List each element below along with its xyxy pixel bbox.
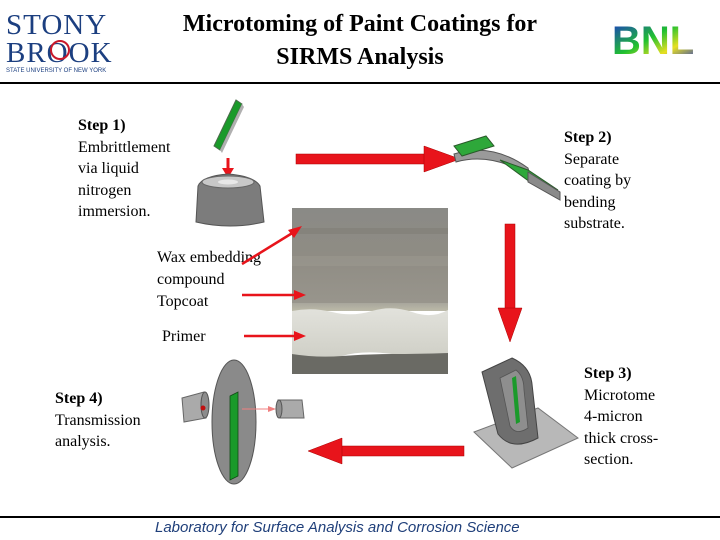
- step2-heading: Step 2): [564, 129, 612, 146]
- step3-illustration: [472, 356, 582, 470]
- liquid-surface: [218, 180, 238, 185]
- step2-line: substrate.: [564, 215, 625, 232]
- step1-heading: Step 1): [78, 117, 126, 134]
- step1-illustration: [192, 96, 272, 236]
- title-line-1: Microtoming of Paint Coatings for: [182, 11, 538, 37]
- topcoat-pointer-head: [294, 290, 306, 300]
- primer-layer: [292, 308, 448, 358]
- wax-label-line: compound: [157, 270, 225, 288]
- arrow-step2-to-step3: [496, 222, 524, 344]
- topcoat-label: Topcoat: [157, 293, 209, 310]
- cross-section-micrograph: [292, 208, 448, 374]
- wax-layer: [292, 208, 448, 303]
- substrate-edge: [528, 172, 560, 200]
- logo-line2: BROOK: [6, 37, 113, 69]
- wax-pointer-head: [288, 226, 302, 238]
- title-line-2: SIRMS Analysis: [276, 44, 444, 70]
- step2-line: bending: [564, 193, 616, 211]
- step1-line: via liquid: [78, 160, 139, 177]
- step3-label: [584, 363, 658, 471]
- primer-label: Primer: [162, 328, 206, 345]
- footer-divider: [0, 516, 720, 518]
- step1-line: nitrogen: [78, 181, 132, 199]
- step1-label: [78, 115, 170, 223]
- step1-line: Embrittlement: [78, 138, 171, 156]
- primer-pointer-head: [294, 331, 306, 341]
- step2-illustration: [452, 130, 564, 205]
- step2-line: coating by: [564, 172, 632, 189]
- bnl-logo-text: BNL: [612, 19, 695, 60]
- ir-beam-head: [268, 406, 276, 412]
- arrow-step1-to-step2: [294, 144, 464, 174]
- step4-line: analysis.: [55, 433, 111, 450]
- step4-heading: Step 4): [55, 390, 103, 407]
- wax-label-line: Wax embedding: [157, 249, 262, 266]
- step3-line: section.: [584, 451, 634, 468]
- layer-pointers: [240, 222, 310, 352]
- step2-line: Separate: [564, 150, 620, 168]
- step4-illustration: [176, 356, 332, 486]
- stony-brook-logo: [4, 6, 116, 76]
- step3-line: Microtome: [584, 386, 656, 404]
- bnl-logo: [610, 18, 720, 60]
- logo-line1: STONY: [6, 9, 108, 41]
- header-divider: [0, 82, 720, 84]
- source-aperture: [201, 406, 206, 411]
- step3-line: thick cross-: [584, 429, 659, 447]
- thin-section: [230, 392, 238, 480]
- step3-heading: Step 3): [584, 365, 632, 382]
- coating-chip: [214, 100, 242, 150]
- step4-line: Transmission: [55, 411, 141, 429]
- step2-label: [564, 127, 631, 235]
- footer-text: Laboratory for Surface Analysis and Corrosion Science: [155, 519, 520, 536]
- step1-line: immersion.: [78, 203, 151, 220]
- page-title: [140, 8, 580, 74]
- step3-line: 4-micron: [584, 408, 643, 425]
- logo-subtitle: STATE UNIVERSITY OF NEW YORK: [6, 68, 107, 74]
- step4-label: [55, 388, 141, 453]
- wax-pointer-line: [242, 232, 294, 264]
